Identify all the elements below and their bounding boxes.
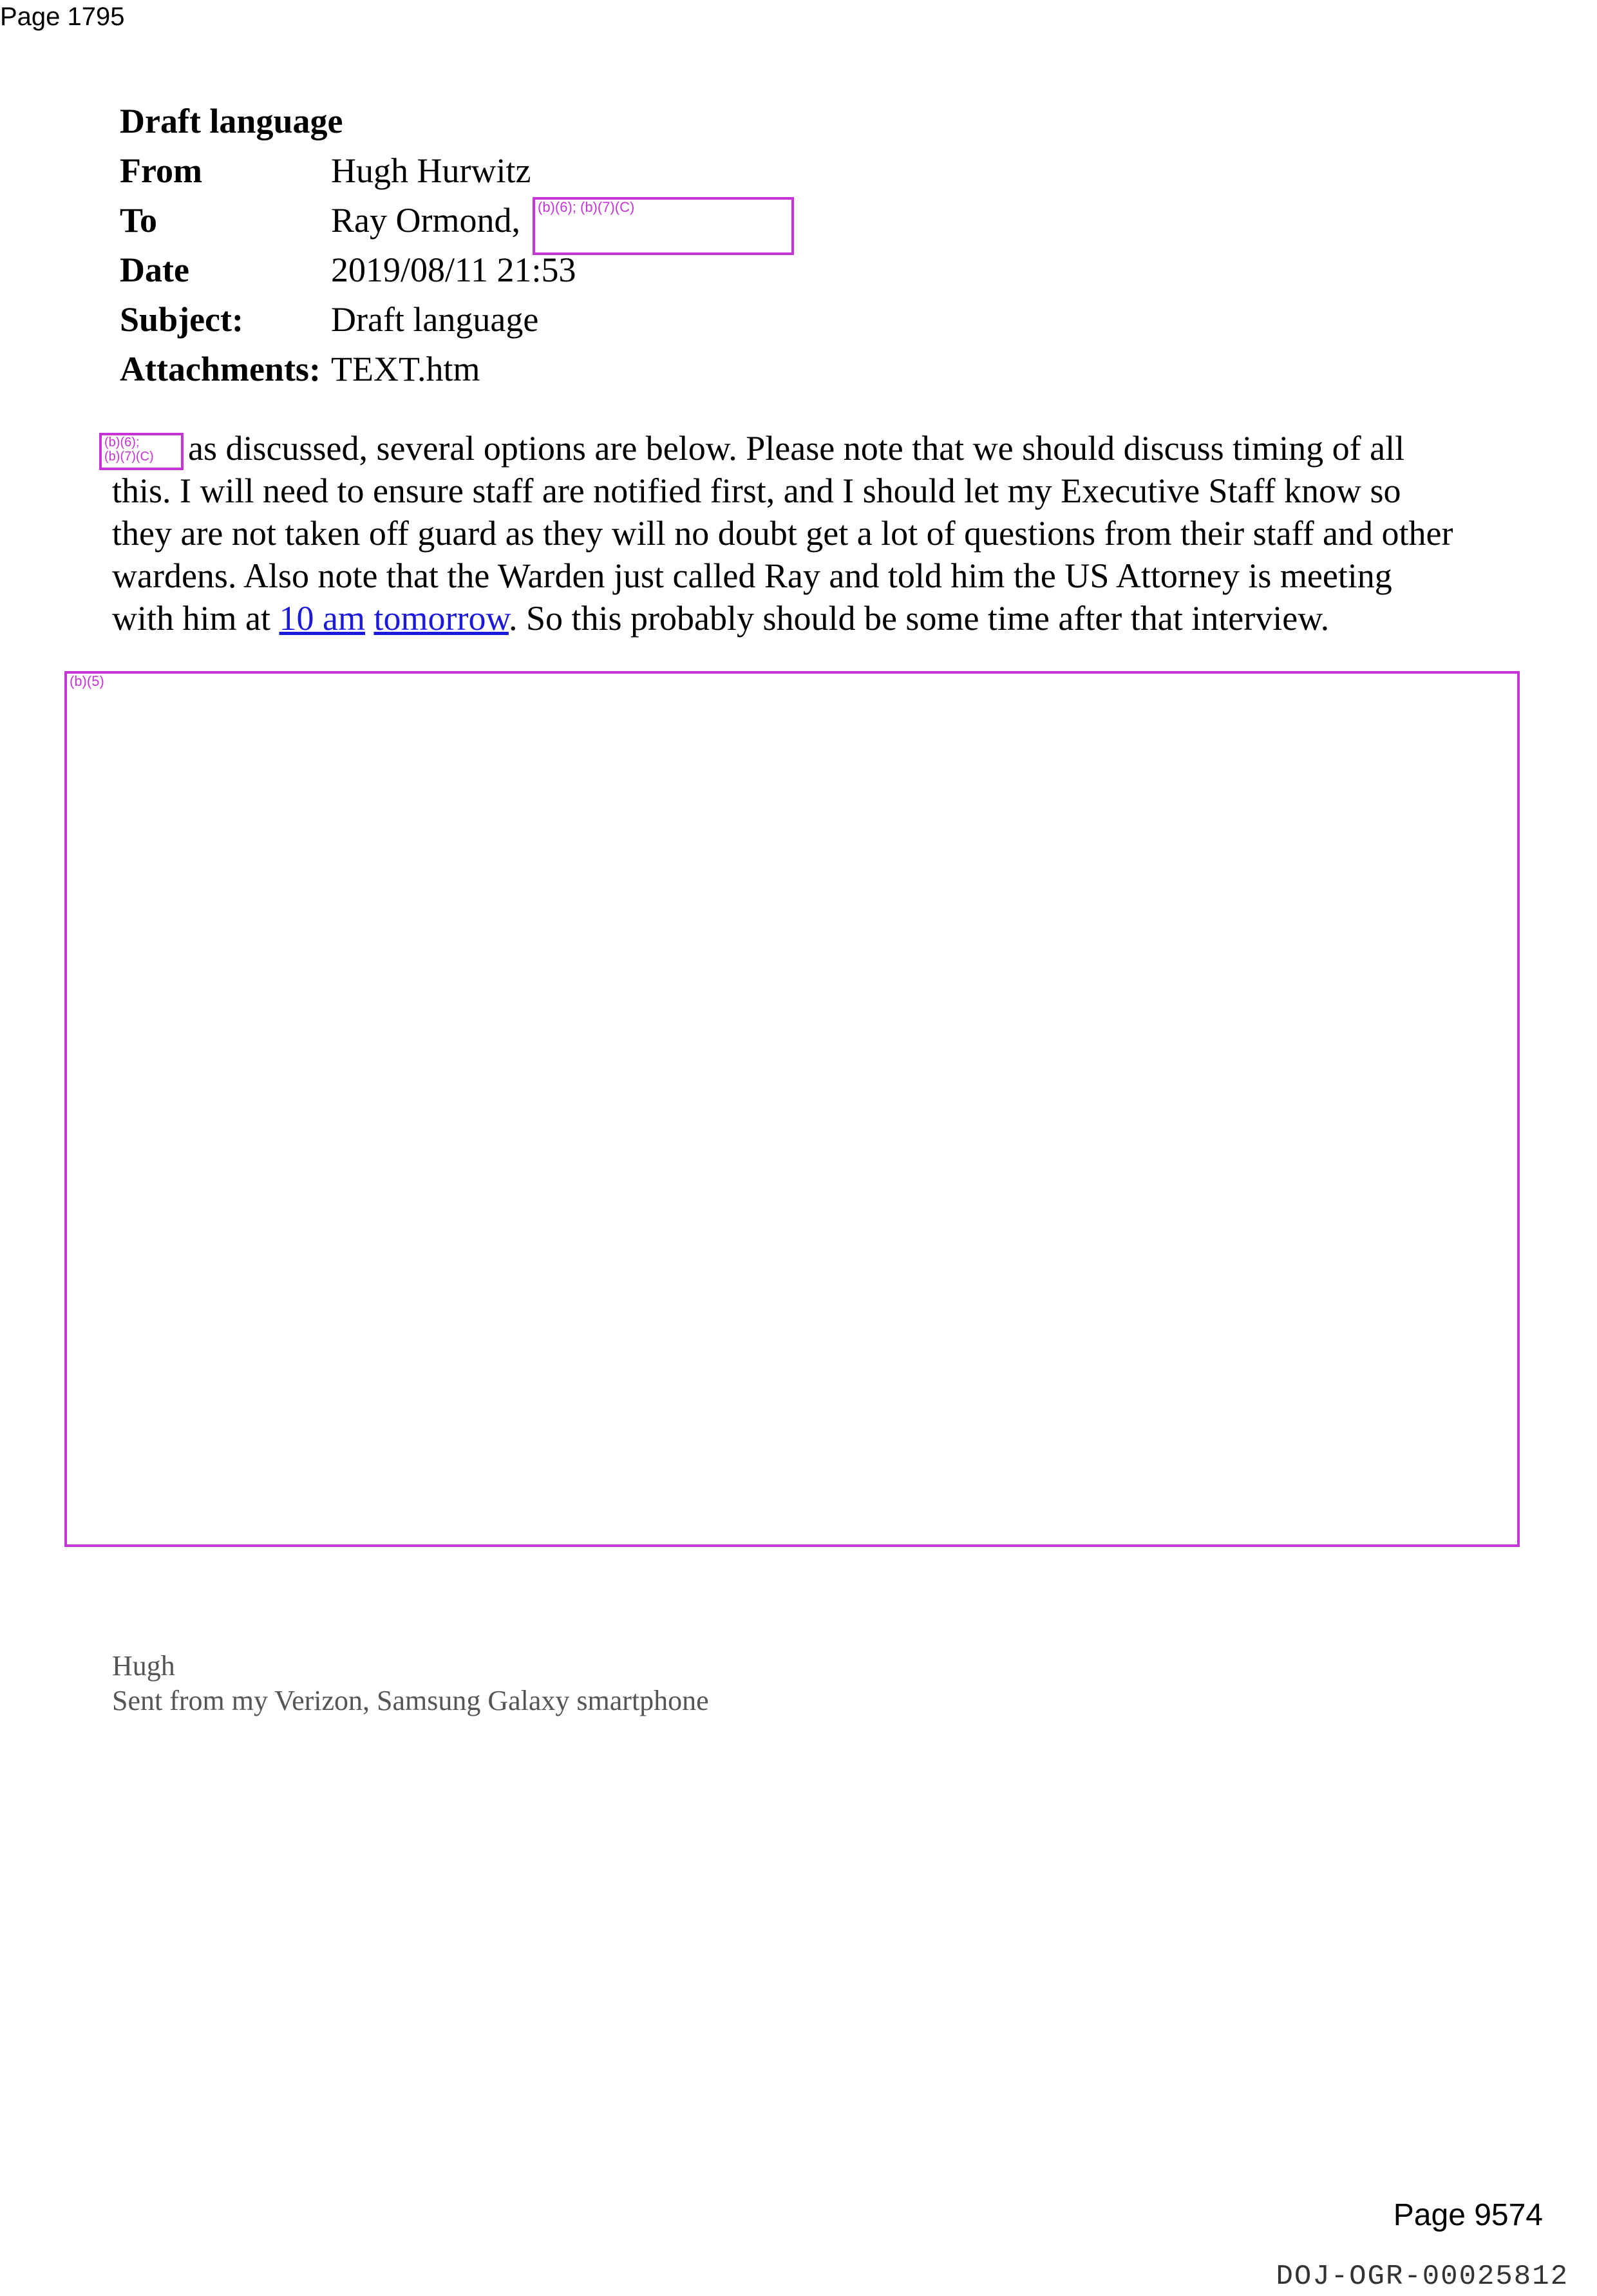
body-line-text: with him at <box>112 599 279 638</box>
body-line: they are not taken off guard as they will no doubt get a lot of questions from their staff and other <box>112 514 1453 553</box>
signature-device: Sent from my Verizon, Samsung Galaxy smartphone <box>112 1685 709 1716</box>
redaction-box-body <box>64 671 1520 1547</box>
from-value: Hugh Hurwitz <box>331 151 531 190</box>
email-title-row <box>120 97 576 146</box>
body-line-text: as discussed, several options are below. Please note that we should discuss timing of all <box>188 429 1405 468</box>
from-row <box>120 146 576 196</box>
date-link[interactable]: tomorrow <box>373 599 509 638</box>
date-value: 2019/08/11 21:53 <box>331 251 576 289</box>
page-number-top: Page 1795 <box>0 3 125 31</box>
subject-value: Draft language <box>331 300 539 339</box>
redaction-code-line-1: (b)(6); <box>104 435 140 450</box>
body-line <box>112 427 1529 470</box>
body-line <box>112 597 1529 640</box>
redaction-box-recipient <box>533 197 794 255</box>
bates-number: DOJ-OGR-00025812 <box>1276 2261 1569 2293</box>
body-line: this. I will need to ensure staff are notified first, and I should let my Executive Staff know so <box>112 471 1401 510</box>
time-link[interactable]: 10 am <box>279 599 365 638</box>
page-number-bottom: Page 9574 <box>1393 2198 1543 2232</box>
signature-name: Hugh <box>112 1650 175 1682</box>
to-value: Ray Ormond, <box>331 201 520 240</box>
redaction-code: (b)(6); (b)(7)(C) <box>538 199 635 215</box>
subject-label: Subject: <box>120 300 243 339</box>
email-title: Draft language <box>120 102 343 140</box>
email-signature <box>112 1649 709 1718</box>
attachments-value: TEXT.htm <box>331 350 480 388</box>
redaction-code: (b)(5) <box>70 673 104 689</box>
from-label: From <box>120 151 202 190</box>
email-header <box>120 97 576 394</box>
date-label: Date <box>120 251 189 289</box>
date-row <box>120 245 576 295</box>
to-row <box>120 196 576 245</box>
redaction-code-line-2: (b)(7)(C) <box>104 450 154 464</box>
attachments-label: Attachments: <box>120 350 321 388</box>
email-body <box>112 427 1529 640</box>
to-label: To <box>120 201 158 240</box>
subject-row <box>120 295 576 345</box>
attachments-row <box>120 345 576 394</box>
body-line: wardens. Also note that the Warden just called Ray and told him the US Attorney is meeting <box>112 556 1392 595</box>
body-line-text: . So this probably should be some time after that interview. <box>508 599 1330 638</box>
